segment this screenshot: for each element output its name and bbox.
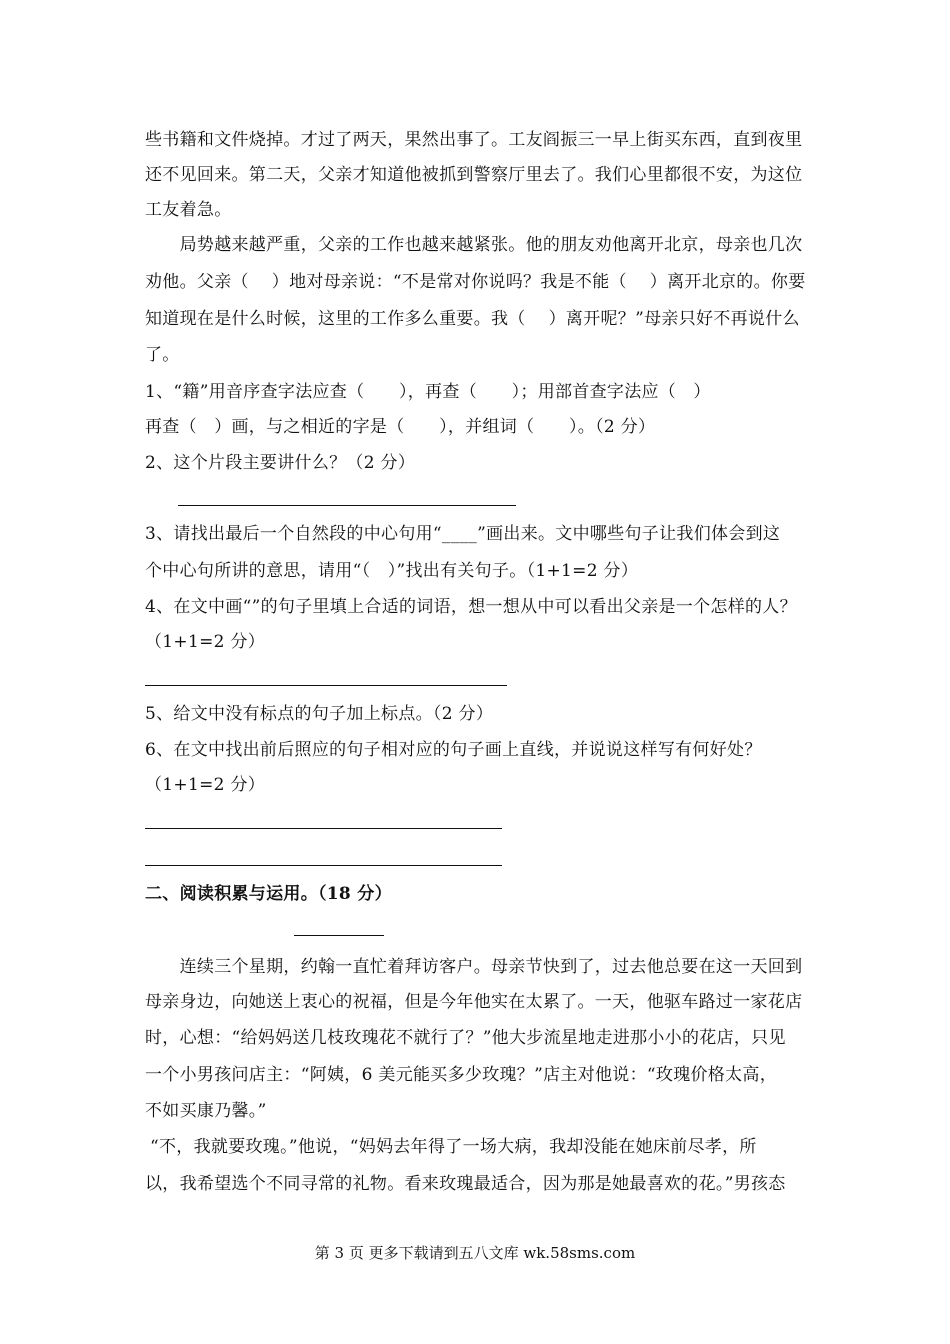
passage2-line: 时，心想：“给妈妈送几枝玫瑰花不就行了？”他大步流星地走进那小小的花店，只见 — [145, 1028, 786, 1048]
passage1-line: 工友着急。 — [145, 200, 232, 220]
passage1-line: 知道现在是什么时候，这里的工作多么重要。我（ ）离开呢？”母亲只好不再说什么 — [145, 309, 800, 329]
question-4-line1: 4、在文中画“”的句子里填上合适的词语，想一想从中可以看出父亲是一个怎样的人？ — [145, 597, 797, 617]
passage2-line: 一个小男孩问店主：“阿姨，6 美元能买多少玫瑰？”店主对他说：“玫瑰价格太高， — [145, 1065, 777, 1085]
answer-line[interactable] — [145, 828, 502, 829]
passage1-line: 还不见回来。第二天，父亲才知道他被抓到警察厅里去了。我们心里都很不安，为这位 — [145, 165, 803, 185]
passage2-line: 不如买康乃馨。” — [145, 1101, 267, 1121]
passage2-line: 母亲身边，向她送上衷心的祝福，但是今年他实在太累了。一天，他驱车路过一家花店 — [145, 992, 803, 1012]
passage1-line: 些书籍和文件烧掉。才过了两天，果然出事了。工友阎振三一早上街买东西，直到夜里 — [145, 130, 803, 150]
passage2-line: “不，我就要玫瑰。”他说，“妈妈去年得了一场大病，我却没能在她床前尽孝，所 — [150, 1137, 757, 1157]
question-1-line2: 再查（ ）画，与之相近的字是（ ），并组词（ ）。（2 分） — [145, 417, 656, 437]
page-footer: 第 3 页 更多下载请到五八文库 wk.58sms.com — [314, 1244, 636, 1262]
question-3-line1: 3、请找出最后一个自然段的中心句用“____”画出来。文中哪些句子让我们体会到这 — [145, 524, 781, 544]
passage2-line: 连续三个星期，约翰一直忙着拜访客户。母亲节快到了，过去他总要在这一天回到 — [145, 957, 803, 977]
answer-line[interactable] — [145, 685, 507, 686]
question-2: 2、这个片段主要讲什么？（2 分） — [145, 453, 416, 473]
passage1-line: 局势越来越严重，父亲的工作也越来越紧张。他的朋友劝他离开北京，母亲也几次 — [145, 235, 803, 255]
question-3-line2: 个中心句所讲的意思，请用“（ ）”找出有关句子。（1+1=2 分） — [145, 561, 639, 581]
question-1-line1: 1、“籍”用音序查字法应查（ ），再查（ ）；用部首查字法应（ ） — [145, 382, 711, 402]
answer-line[interactable] — [145, 865, 502, 866]
passage1-line: 了。 — [145, 345, 180, 365]
passage1-line: 劝他。父亲（ ）地对母亲说：“不是常对你说吗？我是不能（ ）离开北京的。你要 — [145, 272, 806, 292]
decorative-rule — [294, 935, 384, 936]
question-6-line2: （1+1=2 分） — [145, 775, 266, 795]
question-6-line1: 6、在文中找出前后照应的句子相对应的句子画上直线，并说说这样写有何好处？ — [145, 740, 762, 760]
passage2-line: 以，我希望选个不同寻常的礼物。看来玫瑰最适合，因为那是她最喜欢的花。”男孩态 — [145, 1174, 786, 1194]
answer-line[interactable] — [178, 505, 516, 506]
question-4-line2: （1+1=2 分） — [145, 632, 266, 652]
section-heading: 二、阅读积累与运用。（18 分） — [145, 884, 392, 904]
question-5: 5、给文中没有标点的句子加上标点。（2 分） — [145, 704, 494, 724]
